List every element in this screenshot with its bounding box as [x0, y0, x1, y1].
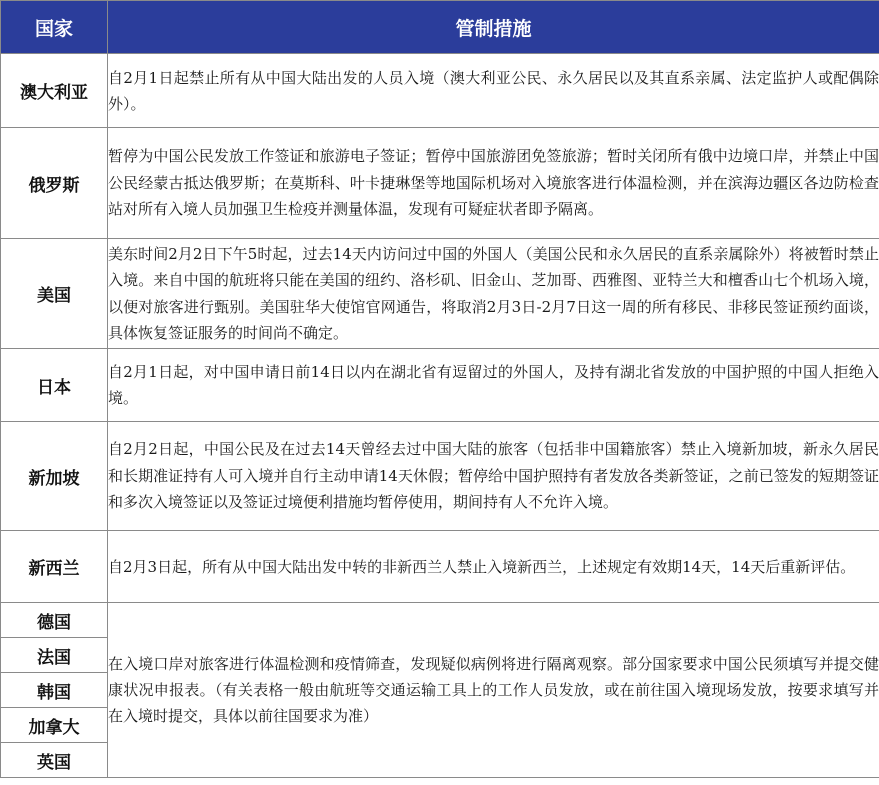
measure-cell: 自2月1日起禁止所有从中国大陆出发的人员入境（澳大利亚公民、永久居民以及其直系亲属、法定监护人或配偶除外）。: [108, 54, 879, 128]
country-cell: 新西兰: [1, 531, 108, 603]
table-row-russia: [1, 128, 879, 239]
country-cell: 德国: [1, 603, 108, 638]
table-row-usa: [1, 239, 879, 349]
table-row-australia: [1, 54, 879, 128]
country-cell: 英国: [1, 743, 108, 778]
measure-cell: 自2月3日起，所有从中国大陆出发中转的非新西兰人禁止入境新西兰，上述规定有效期14天，14天后重新评估。: [108, 531, 879, 603]
measure-cell: 自2月1日起，对中国申请日前14日以内在湖北省有逗留过的外国人，及持有湖北省发放的中国护照的中国人拒绝入境。: [108, 349, 879, 422]
country-cell: 俄罗斯: [1, 128, 108, 239]
table-row-japan: [1, 349, 879, 422]
header-measures: 管制措施: [108, 1, 879, 54]
table-row-singapore: [1, 422, 879, 531]
country-cell: 法国: [1, 638, 108, 673]
country-cell: 日本: [1, 349, 108, 422]
header-country: 国家: [1, 1, 108, 54]
table-row-new-zealand: [1, 531, 879, 603]
country-cell: 澳大利亚: [1, 54, 108, 128]
header-row: [1, 1, 879, 54]
measure-cell: 暂停为中国公民发放工作签证和旅游电子签证；暂停中国旅游团免签旅游；暂时关闭所有俄中边境口岸，并禁止中国公民经蒙古抵达俄罗斯；在莫斯科、叶卡捷琳堡等地国际机场对入境旅客进行体温检测，并在滨海边疆区各边防检查站对所有入境人员加强卫生检疫并测量体温，发现有可疑症状者即予隔离。: [108, 128, 879, 239]
measure-cell: 自2月2日起，中国公民及在过去14天曾经去过中国大陆的旅客（包括非中国籍旅客）禁止入境新加坡，新永久居民和长期准证持有人可入境并自行主动申请14天休假；暂停给中国护照持有者发放各类新签证，之前已签发的短期签证和多次入境签证以及签证过境便利措施均暂停使用，期间持有人不允许入境。: [108, 422, 879, 531]
country-cell: 加拿大: [1, 708, 108, 743]
country-cell: 韩国: [1, 673, 108, 708]
country-cell: 美国: [1, 239, 108, 349]
table-row-germany: [1, 603, 879, 638]
shared-measure-cell: 在入境口岸对旅客进行体温检测和疫情筛查，发现疑似病例将进行隔离观察。部分国家要求中国公民须填写并提交健康状况申报表。（有关表格一般由航班等交通运输工具上的工作人员发放，或在前往国入境现场发放，按要求填写并在入境时提交，具体以前往国要求为准）: [108, 603, 879, 778]
measure-cell: 美东时间2月2日下午5时起，过去14天内访问过中国的外国人（美国公民和永久居民的直系亲属除外）将被暂时禁止入境。来自中国的航班将只能在美国的纽约、洛杉矶、旧金山、芝加哥、西雅图、亚特兰大和檀香山七个机场入境，以便对旅客进行甄别。美国驻华大使馆官网通告，将取消2月3日-2月7日这一周的所有移民、非移民签证预约面谈，具体恢复签证服务的时间尚不确定。: [108, 239, 879, 349]
country-cell: 新加坡: [1, 422, 108, 531]
